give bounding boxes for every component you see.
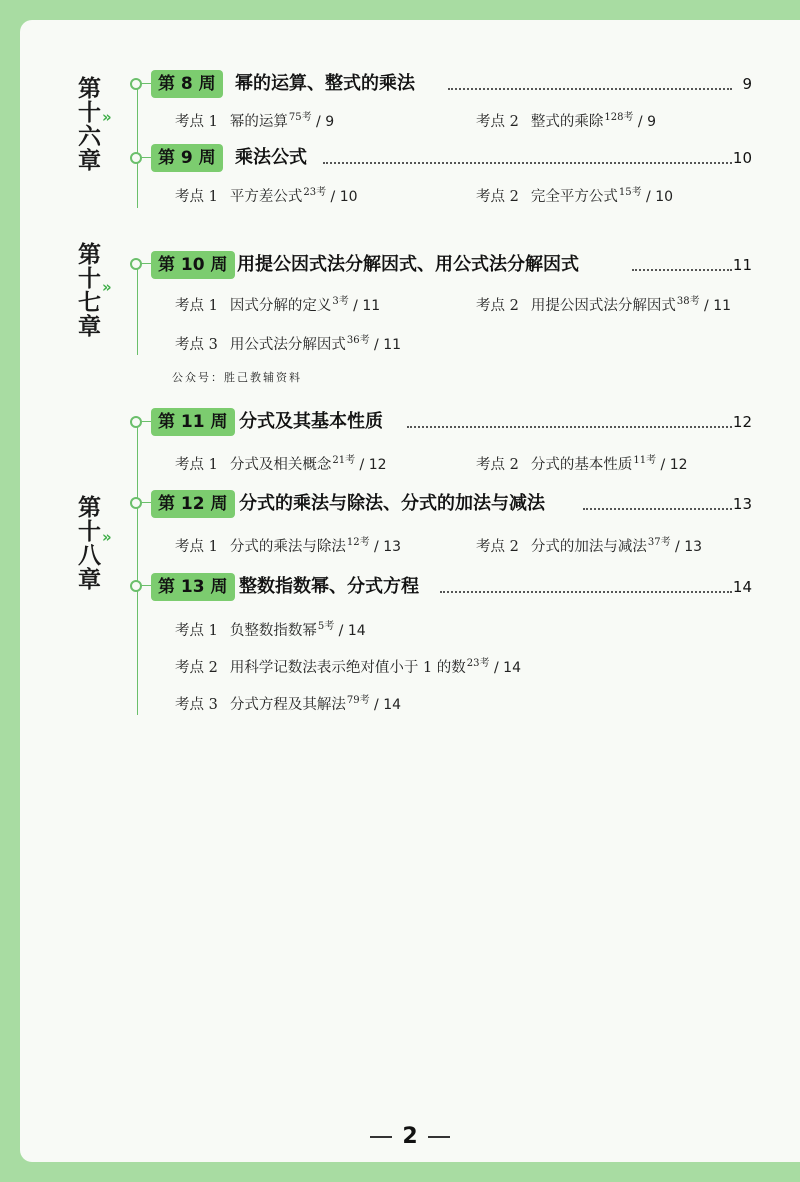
circle-node-icon (130, 152, 142, 164)
circle-node-icon (130, 78, 142, 90)
key-point[interactable]: 考点 2 完全平方公式$^{15考}$ / 10 (476, 187, 674, 205)
week-tag[interactable]: 第 10 周 (151, 251, 235, 279)
week-title[interactable]: 乘法公式 (235, 147, 307, 168)
key-point[interactable]: 考点 1 幂的运算$^{75考}$ / 9 (175, 112, 335, 130)
double-chevron-right-icon: » (102, 278, 112, 296)
key-point[interactable]: 考点 1 负整数指数幂$^{5考}$ / 14 (175, 621, 366, 639)
week-title[interactable]: 用提公因式法分解因式、用公式法分解因式 (237, 254, 579, 275)
page-number: 11 (732, 256, 752, 274)
page-footer (20, 1124, 800, 1149)
circle-node-icon (130, 497, 142, 509)
page-number: 10 (732, 149, 752, 167)
key-point[interactable]: 考点 3 分式方程及其解法$^{79考}$ / 14 (175, 695, 402, 713)
leader-dots (323, 152, 732, 164)
double-chevron-right-icon: » (102, 528, 112, 546)
circle-node-icon (130, 580, 142, 592)
toc-page (20, 20, 800, 1162)
page-number: 9 (742, 75, 752, 93)
week-tag[interactable]: 第 8 周 (151, 70, 223, 98)
key-point[interactable]: 考点 2 分式的加法与减法$^{37考}$ / 13 (476, 537, 703, 555)
key-point[interactable]: 考点 2 整式的乘除$^{128考}$ / 9 (476, 112, 656, 130)
circle-node-icon (130, 416, 142, 428)
key-point[interactable]: 考点 1 平方差公式$^{23考}$ / 10 (175, 187, 358, 205)
week-title[interactable]: 分式及其基本性质 (239, 411, 383, 432)
key-point[interactable]: 考点 2 分式的基本性质$^{11考}$ / 12 (476, 455, 688, 473)
leader-dots (407, 416, 732, 428)
chapter-connector-line (137, 88, 138, 208)
week-title[interactable]: 幂的运算、整式的乘法 (235, 73, 415, 94)
key-point[interactable]: 考点 3 用公式法分解因式$^{36考}$ / 11 (175, 335, 402, 353)
page-number: 14 (732, 578, 752, 596)
leader-dots (440, 581, 732, 593)
chapter-label: 第十七章 (74, 242, 101, 338)
chapter-connector-line (137, 425, 138, 715)
week-tag[interactable]: 第 12 周 (151, 490, 235, 518)
double-chevron-right-icon: » (102, 108, 112, 126)
leader-dots (448, 78, 732, 90)
key-point[interactable]: 考点 1 分式及相关概念$^{21考}$ / 12 (175, 455, 387, 473)
chapter-connector-line (137, 260, 138, 355)
week-tag[interactable]: 第 11 周 (151, 408, 235, 436)
week-tag[interactable]: 第 13 周 (151, 573, 235, 601)
key-point[interactable]: 考点 2 用科学记数法表示绝对值小于 1 的数$^{23考}$ / 14 (175, 658, 521, 676)
page-number: 12 (732, 413, 752, 431)
key-point[interactable]: 考点 2 用提公因式法分解因式$^{38考}$ / 11 (476, 296, 732, 314)
footer-page-number: 2 (402, 1124, 418, 1149)
page-number: 13 (732, 495, 752, 513)
leader-dots (632, 259, 732, 271)
leader-dots (583, 498, 732, 510)
watermark-note: 公众号：胜己教辅资料 (172, 371, 302, 384)
chapter-label: 第十八章 (74, 495, 101, 591)
week-tag[interactable]: 第 9 周 (151, 144, 223, 172)
chapter-label: 第十六章 (74, 76, 101, 172)
circle-node-icon (130, 258, 142, 270)
week-title[interactable]: 分式的乘法与除法、分式的加法与减法 (239, 493, 545, 514)
key-point[interactable]: 考点 1 分式的乘法与除法$^{12考}$ / 13 (175, 537, 402, 555)
key-point[interactable]: 考点 1 因式分解的定义$^{3考}$ / 11 (175, 296, 381, 314)
week-title[interactable]: 整数指数幂、分式方程 (239, 576, 419, 597)
